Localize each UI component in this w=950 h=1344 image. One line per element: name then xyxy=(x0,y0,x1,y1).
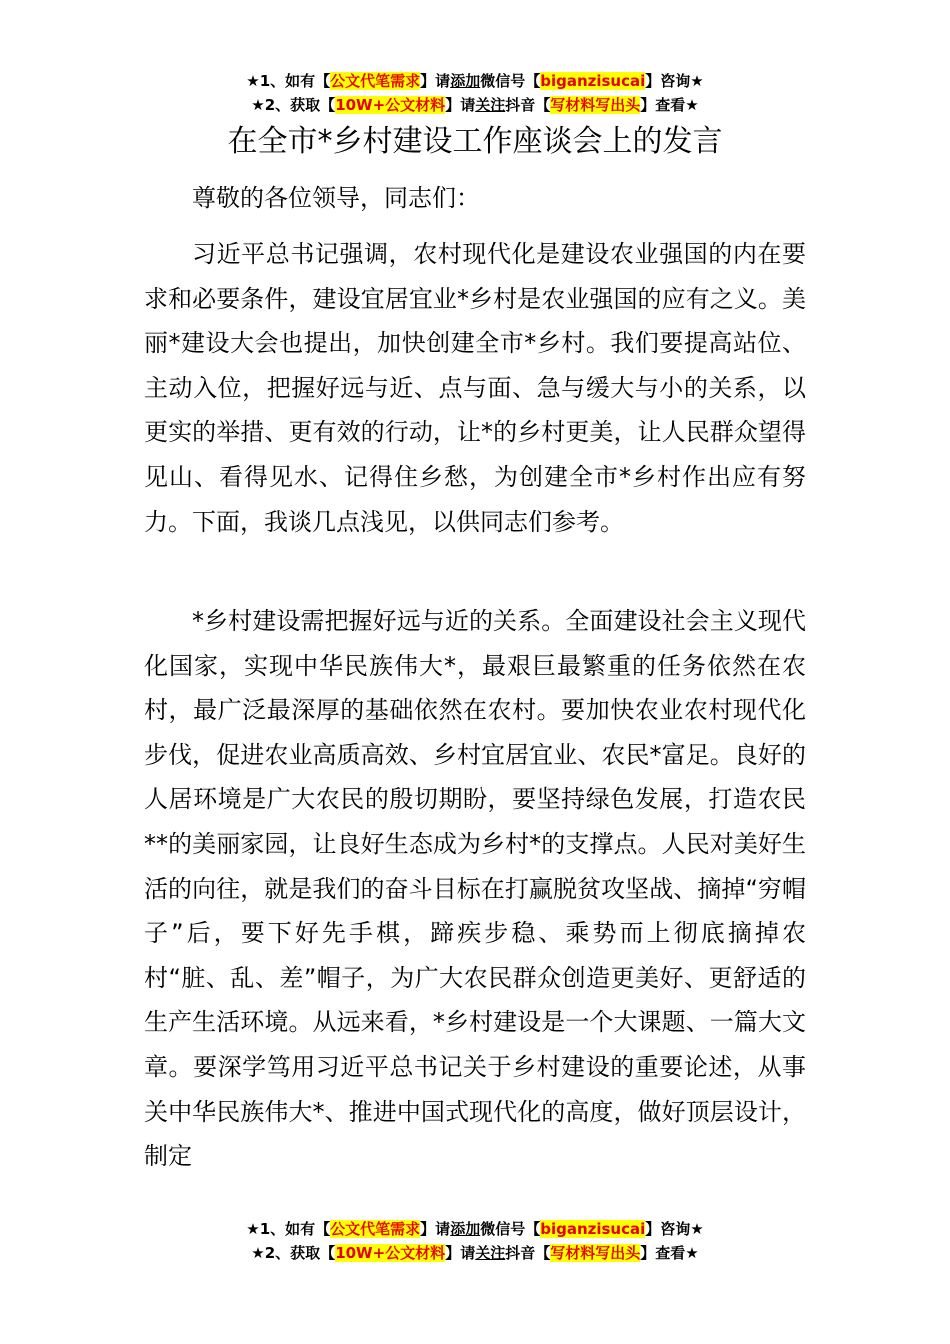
promo-highlight-materials: 10W+公文材料 xyxy=(335,96,446,114)
promo-line-2-mid: 】请 xyxy=(445,1244,476,1262)
footer-promo-banner xyxy=(0,1217,950,1265)
promo-line-1-prefix: ★1、如有【 xyxy=(246,1220,331,1238)
salutation-text: 尊敬的各位领导，同志们： xyxy=(192,184,480,212)
promo-line-1-mid: 】请 xyxy=(420,72,451,90)
promo-line-2-mid2: 抖音【 xyxy=(505,96,551,114)
promo-line-1-prefix: ★1、如有【 xyxy=(246,72,331,90)
promo-highlight-materials: 10W+公文材料 xyxy=(335,1244,446,1262)
promo-highlight-wechat-id: biganzisucai xyxy=(540,72,646,90)
promo-underlined-follow: 关注 xyxy=(475,1244,506,1262)
paragraph-far-and-near xyxy=(144,599,806,1179)
header-promo-banner xyxy=(0,69,950,117)
document-title: 在全市*乡村建设工作座谈会上的发言 xyxy=(227,124,723,159)
promo-line-1-mid2: 微信号【 xyxy=(480,1220,541,1238)
promo-highlight-service: 公文代笔需求 xyxy=(330,72,421,90)
salutation xyxy=(144,176,806,221)
promo-line-1-mid: 】请 xyxy=(420,1220,451,1238)
promo-highlight-douyin-account: 写材料写出头 xyxy=(550,1244,641,1262)
promo-underlined-follow: 关注 xyxy=(475,96,506,114)
paragraph-text: *乡村建设需把握好远与近的关系。全面建设社会主义现代化国家，实现中华民族伟大*，最艰巨最繁重的任务依然在农村，最广泛最深厚的基础依然在农村。要加快农业农村现代化步伐，促进农业高质高效、乡村宜居宜业、农民*富足。良好的人居环境是广大农民的殷切期盼，要坚持绿色发展，打造农民**的美丽家园，让良好生态成为乡村*的支撑点。人民对美好生活的向往，就是我们的奋斗目标在打赢脱贫攻坚战、摘掉“穷帽子”后，要下好先手棋，蹄疾步稳、乘势而上彻底摘掉农村“脏、乱、差”帽子，为广大农民群众创造更美好、更舒适的生产生活环境。从远来看，*乡村建设是一个大课题、一篇大文章。要深学笃用习近平总书记关于乡村建设的重要论述，从事关中华民族伟大*、推进中国式现代化的高度，做好顶层设计，制定 xyxy=(144,607,806,1171)
promo-underlined-add: 添加 xyxy=(450,72,481,90)
promo-line-1 xyxy=(0,69,950,93)
paragraph-text: 习近平总书记强调，农村现代化是建设农业强国的内在要求和必要条件，建设宜居宜业*乡村是农业强国的应有之义。美丽*建设大会也提出，加快创建全市*乡村。我们要提高站位、主动入位，把握好远与近、点与面、急与缓大与小的关系，以更实的举措、更有效的行动，让*的乡村更美，让人民群众望得见山、看得见水、记得住乡愁，为创建全市*乡村作出应有努力。下面，我谈几点浅见，以供同志们参考。 xyxy=(144,240,806,536)
promo-line-2-prefix: ★2、获取【 xyxy=(251,1244,336,1262)
promo-line-1-suffix: 】咨询★ xyxy=(645,1220,704,1238)
promo-line-1-suffix: 】咨询★ xyxy=(645,72,704,90)
promo-highlight-wechat-id: biganzisucai xyxy=(540,1220,646,1238)
promo-line-2 xyxy=(0,1241,950,1265)
promo-line-1-mid2: 微信号【 xyxy=(480,72,541,90)
promo-highlight-douyin-account: 写材料写出头 xyxy=(550,96,641,114)
promo-underlined-add: 添加 xyxy=(450,1220,481,1238)
promo-line-2-prefix: ★2、获取【 xyxy=(251,96,336,114)
promo-line-2-suffix: 】查看★ xyxy=(640,1244,699,1262)
paragraph-intro xyxy=(144,232,806,544)
promo-line-1 xyxy=(0,1217,950,1241)
promo-highlight-service: 公文代笔需求 xyxy=(330,1220,421,1238)
promo-line-2 xyxy=(0,93,950,117)
promo-line-2-suffix: 】查看★ xyxy=(640,96,699,114)
promo-line-2-mid: 】请 xyxy=(445,96,476,114)
promo-line-2-mid2: 抖音【 xyxy=(505,1244,551,1262)
